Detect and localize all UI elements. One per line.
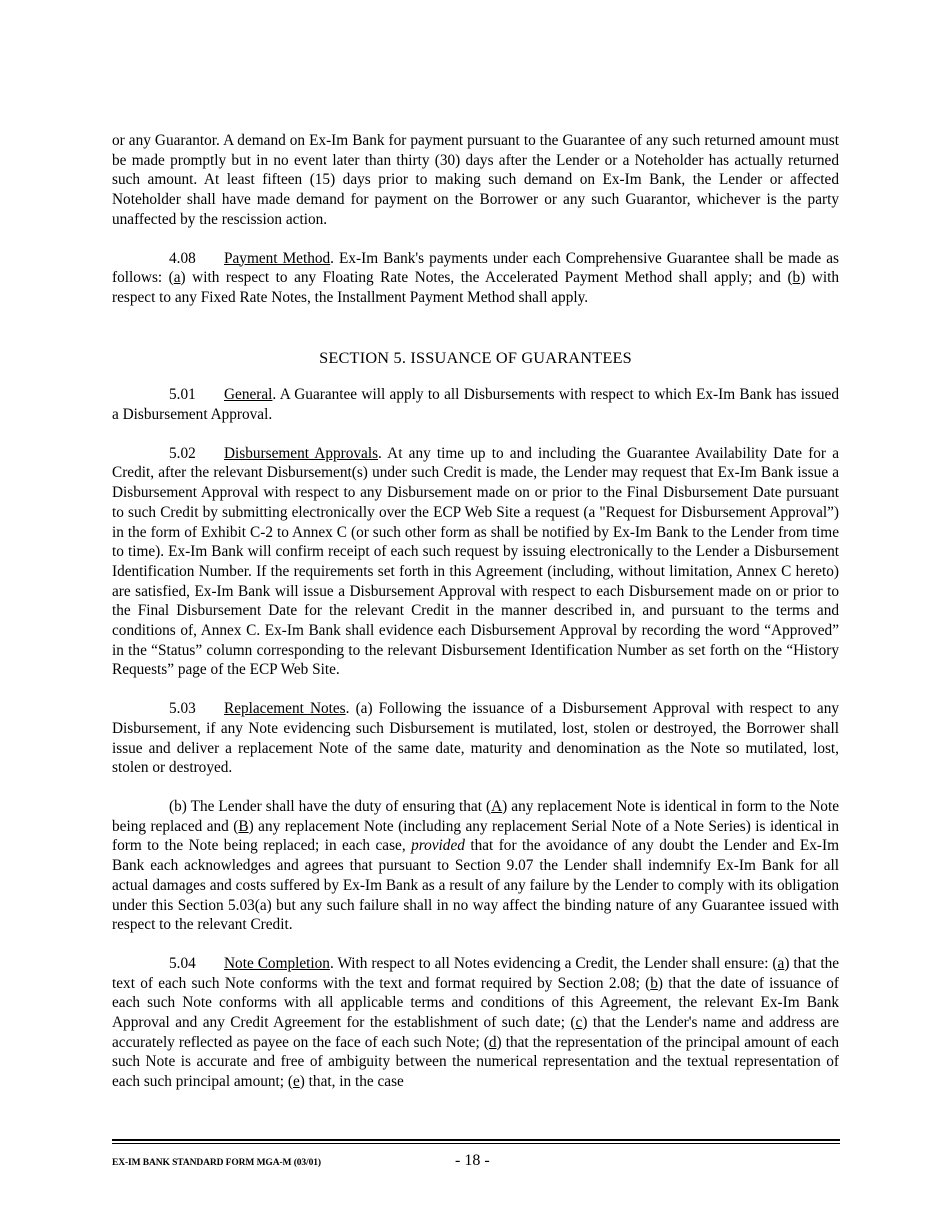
footer-rule-thick [112, 1139, 840, 1141]
section-number: 4.08 [169, 249, 196, 267]
section-5-03: 5.03 Replacement Notes. (a) Following the issuance of a Disbursement Approval with respect to any Disbursement, if any Note evidencing such Disbursement is mutilated, lost, stolen or destroyed, the Borrower shall issue and deliver a replacement Note of the same date, maturity and denomination as the Note so mutilated, lost, stolen or destroyed. [112, 700, 839, 777]
section-title: Disbursement Approvals [224, 444, 379, 462]
section-title: Payment Method [224, 249, 331, 267]
page-number: - 18 - [455, 1152, 490, 1169]
footer-rule-thin [112, 1143, 840, 1144]
section-heading: SECTION 5. ISSUANCE OF GUARANTEES [319, 347, 632, 367]
section-title: General [224, 386, 273, 404]
section-title: Replacement Notes [224, 700, 346, 718]
section-title: Note Completion [224, 954, 330, 972]
section-number: 5.02 [169, 444, 196, 462]
section-number: 5.03 [169, 700, 196, 718]
section-number: 5.04 [169, 954, 196, 972]
document-body [112, 131, 839, 1092]
section-number: 5.01 [169, 386, 196, 404]
section-5-01: 5.01 General. A Guarantee will apply to all Disbursements with respect to which Ex-Im Bank has issued a Disbursement Approval. [112, 386, 839, 424]
footer-form-label: EX-IM BANK STANDARD FORM MGA-M (03/01) [112, 1158, 321, 1168]
section-5-03-b: (b) The Lender shall have the duty of ensuring that (A) any replacement Note is identical in form to the Note being replaced and (B) any replacement Note (including any replacement Serial Note of a Note Series) is identical in form to the Note being replaced; in each case, provided that for the avoidance of any doubt the Lender and Ex-Im Bank each acknowledges and agrees that pursuant to Section 9.07 the Lender shall indemnify Ex-Im Bank for all actual damages and costs suffered by Ex-Im Bank as a result of any failure by the Lender to comply with its obligation under this Section 5.03(a) but any such failure shall in no way affect the binding nature of any Guarantee issued with respect to the relevant Credit. [112, 797, 839, 934]
section-5-04: 5.04 Note Completion. With respect to all Notes evidencing a Credit, the Lender shall ensure: (a) that the text of each such Note conforms with the text and format required by Section 2.08; (b) that the date of issuance of each such Note conforms with all applicable terms and conditions of this Agreement, the relevant Ex-Im Bank Approval and any Credit Agreement for the establishment of such date; (c) that the Lender's name and address are accurately reflected as payee on the face of each such Note; (d) that the representation of the principal amount of each such Note is accurate and free of ambiguity between the numerical representation and the textual representation of each such principal amount; (e) that, in the case [112, 954, 840, 1091]
section-4-08: 4.08 Payment Method. Ex-Im Bank's payments under each Comprehensive Guarantee shall be made as follows: (a) with respect to any Floating Rate Notes, the Accelerated Payment Method shall apply; and (b) with respect to any Fixed Rate Notes, the Installment Payment Method shall apply. [112, 249, 839, 306]
section-5-02: 5.02 Disbursement Approvals. At any time up to and including the Guarantee Availability Date for a Credit, after the relevant Disbursement(s) under such Credit is made, the Lender may request that Ex-Im Bank issue a Disbursement Approval with respect to any Disbursement made on or prior to the Final Disbursement Date pursuant to such Credit by submitting electronically over the ECP Web Site a request (a "Request for Disbursement Approval”) in the form of Exhibit C-2 to Annex C (or such other form as shall be notified by Ex-Im Bank to the Lender from time to time). Ex-Im Bank will confirm receipt of each such request by issuing electronically to the Lender a Disbursement Identification Number. If the requirements set forth in this Agreement (including, without limitation, Annex C hereto) are satisfied, Ex-Im Bank will issue a Disbursement Approval with respect to each Disbursement made on or prior to the Final Disbursement Date for the relevant Credit in the manner described in, and pursuant to the terms and conditions of, Annex C. Ex-Im Bank shall evidence each Disbursement Approval by recording the word “Approved” in the “Status” column corresponding to the relevant Disbursement Identification Number as set forth on the “History Requests” page of the ECP Web Site. [112, 444, 839, 679]
paragraph-continuation: or any Guarantor. A demand on Ex-Im Bank for payment pursuant to the Guarantee of any such returned amount must be made promptly but in no event later than thirty (30) days after the Lender or a Noteholder has actually returned such amount. At least fifteen (15) days prior to making such demand on Ex-Im Bank, the Lender or affected Noteholder shall have made demand for payment on the Borrower or any such Guarantor, whichever is the party unaffected by the rescission action. [112, 132, 839, 228]
